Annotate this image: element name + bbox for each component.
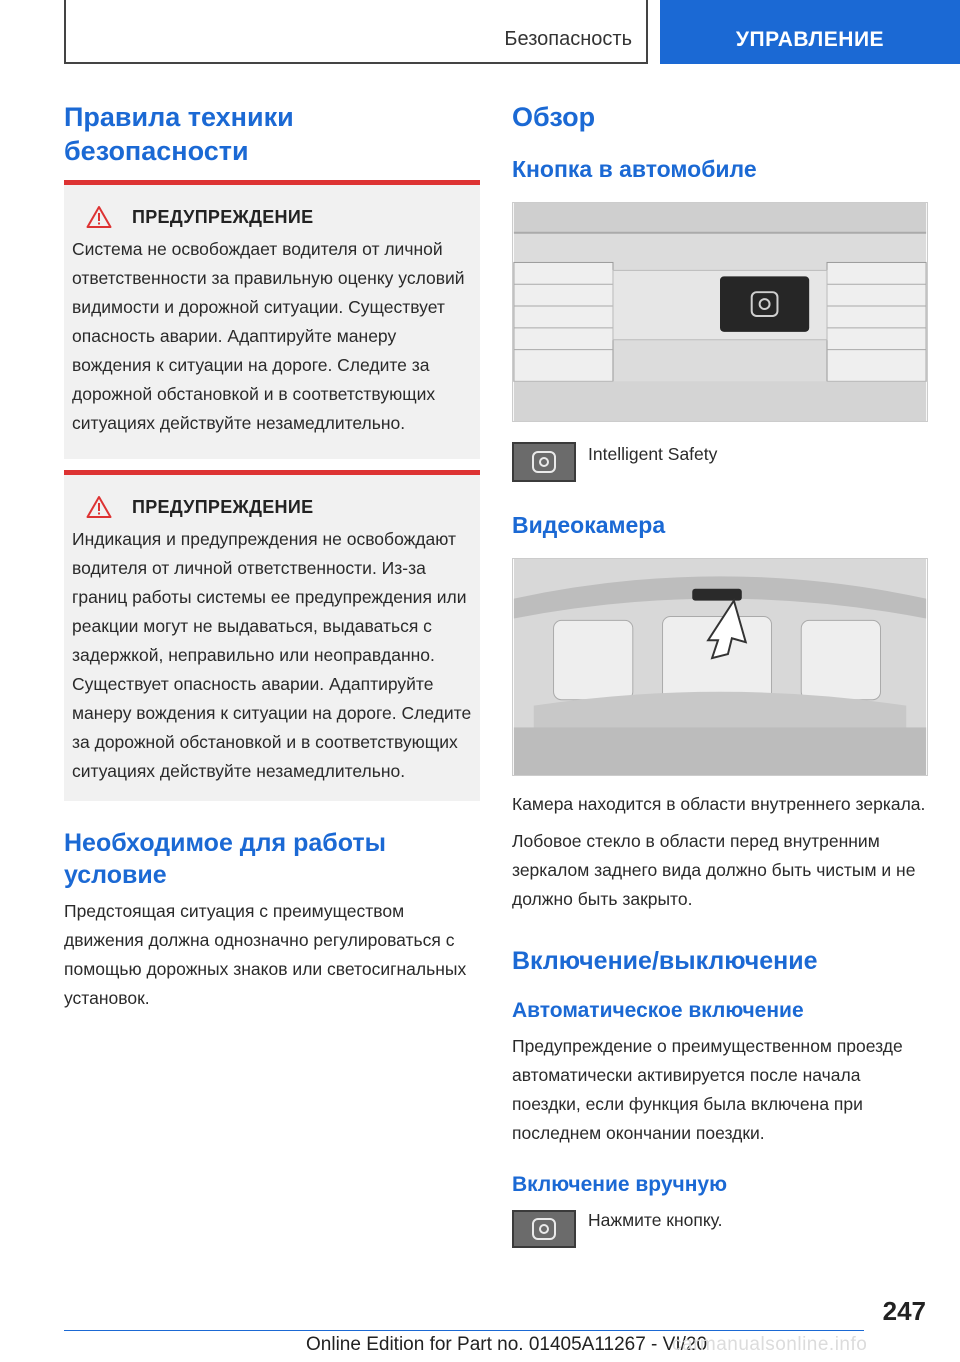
safety-rules-heading: Правила техники безопасности [64,102,294,166]
manual-button-row [512,1210,928,1248]
watermark: carmanualsonline.info [672,1334,868,1355]
warning-label: ПРЕДУПРЕЖДЕНИЕ [132,206,314,227]
edition-text: Online Edition for Part no. 01405A11267 - VI/20 [306,1334,708,1355]
camera-text-2: Лобовое стекло в области перед внутренним зеркалом заднего вида должно быть чистым и не должно быть закрыто. [512,831,916,909]
condition-heading: Необходимое для работы условие [64,829,386,889]
button-legend [512,442,928,482]
warning-label: ПРЕДУПРЕЖДЕНИЕ [132,496,314,517]
right-column [512,100,928,1248]
manual-text: Нажмите кнопку. [588,1210,723,1230]
warning-triangle-icon [86,205,112,229]
warning-text: Система не освобождает водителя от личной ответственности за правильную оценку условий видимости и дорожной ситуации. Существует опасность аварии. Адаптируйте манеру вождения к ситуации на дороге. Следите за дорожной обстановкой и в соответствующих ситуациях действуйте незамедлительно. [72,239,465,433]
onoff-heading: Включение/выключение [512,947,818,975]
button-heading: Кнопка в автомобиле [512,156,757,182]
overview-heading: Обзор [512,102,596,132]
page-number: 247 [882,1296,926,1326]
intelligent-safety-button-icon [512,442,576,482]
manual-heading: Включение вручную [512,1173,728,1196]
warning-box-1 [64,180,480,459]
warning-box-2 [64,470,480,801]
camera-text-1: Камера находится в области внутреннего зеркала. [512,794,926,814]
warning-triangle-icon [86,495,112,519]
camera-location-photo [512,558,928,776]
section-title: Безопасность [504,28,632,50]
intelligent-safety-button-icon [512,1210,576,1248]
button-location-photo [512,202,928,422]
auto-heading: Автоматическое включение [512,999,804,1022]
section-tab [64,0,648,64]
footer-divider [64,1330,864,1331]
condition-text: Предстоящая ситуация с преимуществом движения должна однозначно регулироваться с помощью дорожных знаков или светосигнальных установок. [64,901,467,1008]
left-column [64,100,480,1013]
chapter-tab [660,0,960,64]
button-caption: Intelligent Safety [588,444,718,464]
camera-heading: Видеокамера [512,512,666,538]
auto-text: Предупреждение о преимущественном проезде автоматически активируется после начала поездки, если функция была включена при последнем окончании поездки. [512,1036,903,1143]
chapter-title: УПРАВЛЕНИЕ [735,28,885,51]
warning-text: Индикация и предупреждения не освобождают водителя от личной ответственности. Из-за границ работы системы ее предупреждения или реакции могут не выдаваться, выдаваться с задержкой, неправильно или неоправданно. Существует опасность аварии. Адаптируйте манеру вождения к ситуации на дороге. Следите за дорожной обстановкой и в соответствующих ситуациях действуйте незамедлительно. [72,529,472,781]
